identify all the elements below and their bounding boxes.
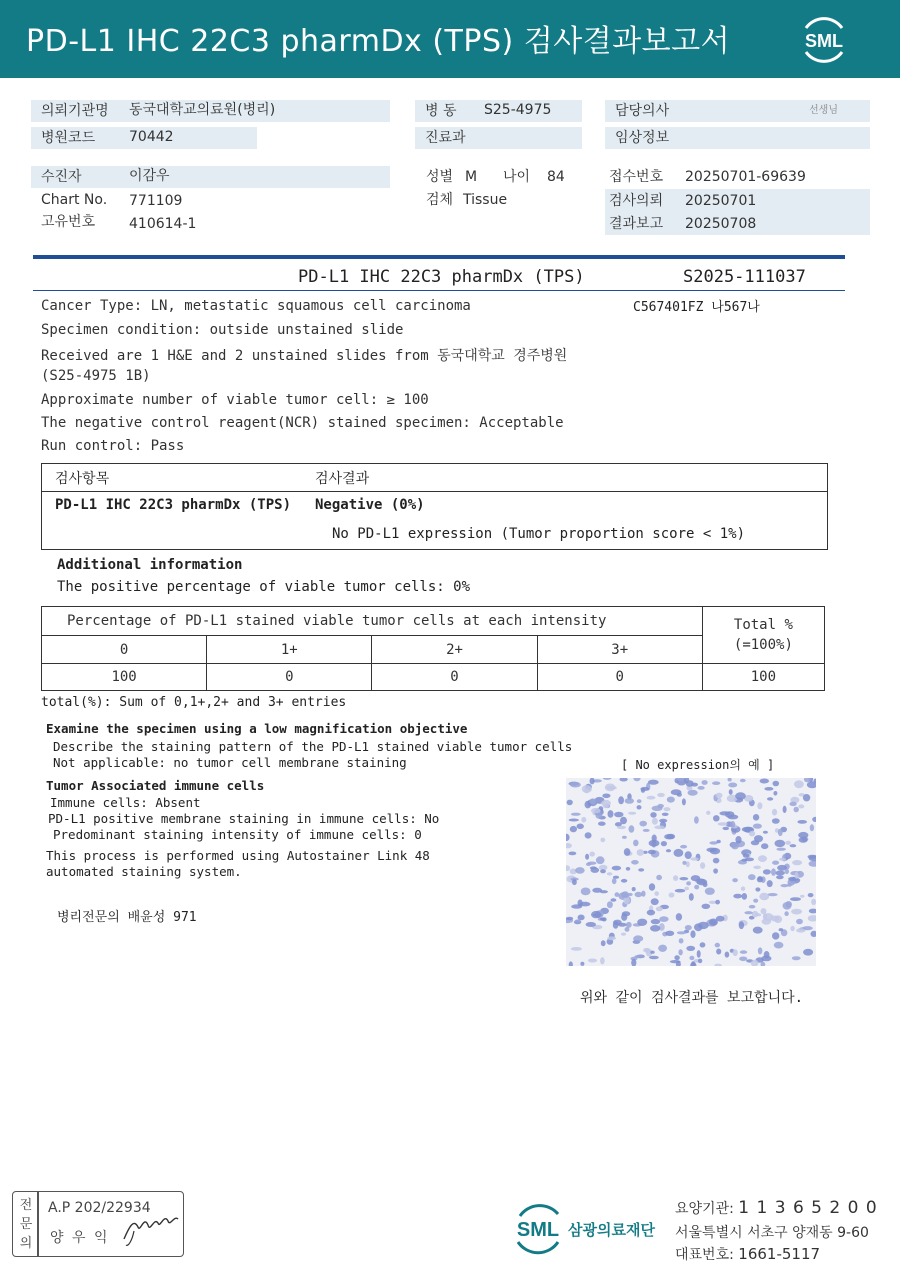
footer-logo-text: SML — [516, 1219, 560, 1241]
institution-value: 동국대학교의료원(병리) — [129, 102, 276, 118]
stamp-ap: A.P 202/22934 — [48, 1200, 151, 1216]
run-control: Run control: Pass — [41, 438, 185, 454]
signature — [120, 1205, 182, 1250]
test-name: PD-L1 IHC 22C3 pharmDx (TPS) — [298, 267, 585, 287]
hospital-code-label: 병원코드 — [41, 130, 96, 146]
level-2: 2+ — [372, 636, 537, 664]
slide-id: (S25-4975 1B) — [41, 368, 151, 384]
code-label: 요양기관: — [675, 1201, 734, 1217]
total-header-line1: Total % — [733, 617, 793, 633]
receipt-value: 20250701-69639 — [685, 169, 806, 185]
value-1: 0 — [207, 664, 372, 691]
level-0: 0 — [42, 636, 207, 664]
sex-value: M — [465, 169, 478, 185]
stamp-divider — [37, 1191, 39, 1257]
examine-line-2: Not applicable: no tumor cell membrane staining — [53, 755, 407, 770]
tumor-line-2: PD-L1 positive membrane staining in immune cells: No — [48, 811, 440, 826]
request-value: 20250701 — [685, 193, 757, 209]
total-note: total(%): Sum of 0,1+,2+ and 3+ entries — [41, 695, 347, 710]
patient-value: 이감우 — [129, 168, 170, 184]
examine-title: Examine the specimen using a low magnification objective — [46, 721, 468, 736]
org-name: 삼광의료재단 — [568, 1221, 655, 1239]
pathologist: 병리전문의 배윤성 971 — [57, 910, 197, 925]
value-3: 0 — [537, 664, 702, 691]
top-rule — [33, 255, 845, 259]
intensity-table — [41, 606, 825, 691]
tumor-line-1: Immune cells: Absent — [50, 795, 201, 810]
tumor-line-3: Predominant staining intensity of immune cells: 0 — [53, 827, 422, 842]
doctor-label: 담당의사 — [615, 103, 670, 119]
value-2: 0 — [372, 664, 537, 691]
result-value: Negative (0%) — [315, 497, 425, 513]
result-col-item-header: 검사항목 — [55, 471, 110, 487]
phone-row — [675, 1244, 820, 1264]
doctor-suffix: 선생님 — [809, 105, 838, 116]
test-id: S2025-111037 — [683, 267, 806, 287]
report-title: PD-L1 IHC 22C3 pharmDx (TPS) 검사결과보고서 — [26, 24, 731, 59]
additional-line: The positive percentage of viable tumor cells: 0% — [57, 579, 471, 595]
unique-label: 고유번호 — [41, 214, 96, 230]
department-row — [415, 127, 582, 149]
stamp-side — [19, 1196, 33, 1253]
process-line-2: automated staining system. — [46, 864, 242, 879]
patient-label: 수진자 — [41, 169, 82, 185]
result-table-divider — [41, 491, 828, 492]
specimen-label: 검체 — [426, 192, 454, 208]
age-label: 나이 — [503, 169, 531, 185]
patient-row — [31, 166, 390, 188]
viable-tumor-count: Approximate number of viable tumor cell: ≥ 100 — [41, 392, 429, 408]
level-1: 1+ — [207, 636, 372, 664]
intensity-title: Percentage of PD-L1 stained viable tumor cells at each intensity — [42, 607, 703, 636]
result-item: PD-L1 IHC 22C3 pharmDx (TPS) — [55, 497, 292, 513]
sex-label: 성별 — [426, 169, 454, 185]
phone-value: 1661-5117 — [738, 1245, 821, 1263]
hospital-code-value: 70442 — [129, 129, 174, 145]
unique-value: 410614-1 — [129, 216, 197, 232]
stamp-name: 양 우 익 — [50, 1230, 110, 1246]
age-value: 84 — [547, 169, 565, 185]
stamp-side-1: 전 — [19, 1198, 33, 1213]
sml-logo — [796, 14, 852, 66]
sample-code: C567401FZ 나567나 — [633, 300, 760, 315]
report-label: 결과보고 — [609, 216, 664, 232]
additional-title: Additional information — [57, 557, 243, 573]
stamp-side-3: 의 — [19, 1236, 33, 1251]
phone-label: 대표번호: — [675, 1247, 734, 1263]
process-line-1: This process is performed using Autostainer Link 48 — [46, 848, 430, 863]
image-caption: [ No expression의 예 ] — [621, 758, 775, 772]
clinical-label: 임상정보 — [615, 130, 670, 146]
result-note: No PD-L1 expression (Tumor proportion score < 1%) — [332, 526, 746, 542]
closing-statement: 위와 같이 검사결과를 보고합니다. — [580, 990, 804, 1006]
receipt-label: 접수번호 — [609, 169, 664, 185]
ward-label: 병 동 — [425, 103, 457, 119]
ncr-status: The negative control reagent(NCR) stained specimen: Acceptable — [41, 415, 564, 431]
result-col-result-header: 검사결과 — [315, 471, 370, 487]
clinical-row — [605, 127, 870, 149]
code-value: 1 1 3 6 5 2 0 0 — [738, 1198, 878, 1218]
sml-footer-logo — [508, 1200, 568, 1256]
stamp-side-2: 문 — [19, 1217, 33, 1232]
micrograph-image — [566, 778, 816, 966]
level-3: 3+ — [537, 636, 702, 664]
institution-label: 의뢰기관명 — [41, 103, 109, 119]
cancer-type: Cancer Type: LN, metastatic squamous cell carcinoma — [41, 298, 471, 314]
code-row — [675, 1198, 878, 1218]
chart-value: 771109 — [129, 193, 183, 209]
specimen-condition: Specimen condition: outside unstained slide — [41, 322, 404, 338]
value-total: 100 — [702, 664, 824, 691]
examine-line-1: Describe the staining pattern of the PD-L1 stained viable tumor cells — [53, 739, 573, 754]
ward-value: S25-4975 — [484, 102, 552, 118]
logo-text: SML — [805, 31, 843, 51]
request-label: 검사의뢰 — [609, 193, 664, 209]
specimen-value: Tissue — [463, 192, 508, 208]
address: 서울특별시 서초구 양재동 9-60 — [675, 1225, 869, 1241]
department-label: 진료과 — [425, 130, 466, 146]
total-header — [702, 607, 824, 664]
tumor-title: Tumor Associated immune cells — [46, 778, 265, 793]
total-header-line2: (=100%) — [733, 637, 793, 653]
report-value: 20250708 — [685, 216, 757, 232]
title-rule — [33, 290, 845, 291]
chart-label: Chart No. — [41, 192, 108, 208]
value-0: 100 — [42, 664, 207, 691]
received-slides: Received are 1 H&E and 2 unstained slides from 동국대학교 경주병원 — [41, 348, 568, 364]
